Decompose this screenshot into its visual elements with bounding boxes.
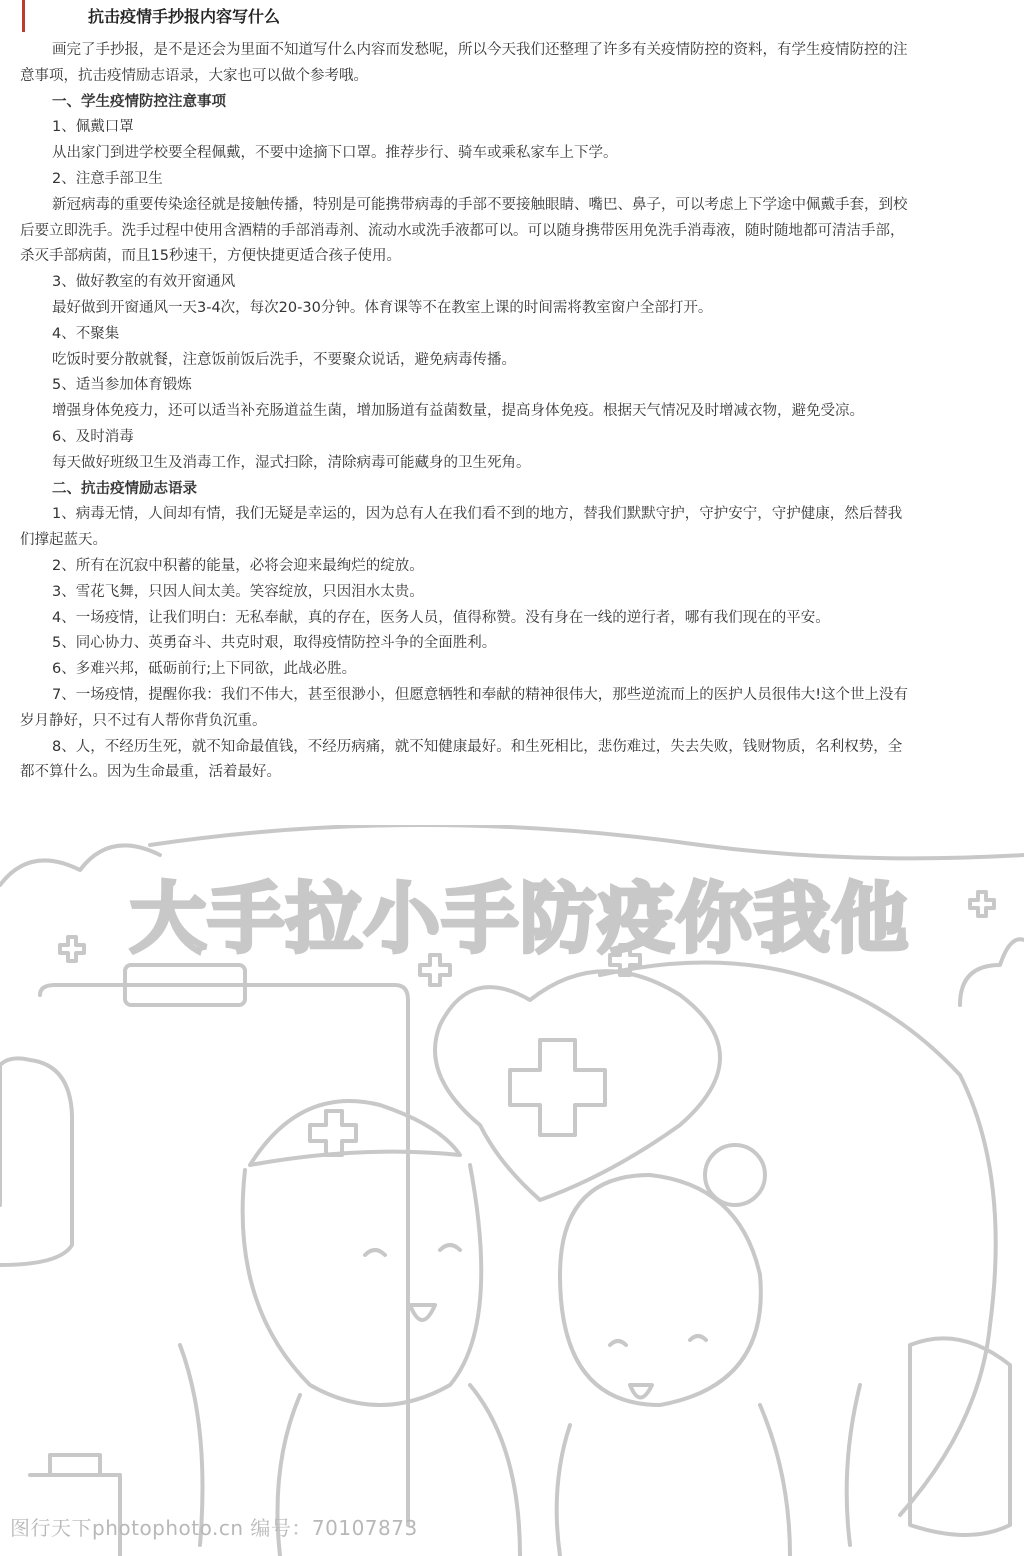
item-text: 吃饭时要分散就餐，注意饭前饭后洗手，不要聚众说话，避免病毒传播。 — [52, 351, 516, 368]
quote-item: 7、一场疫情，提醒你我：我们不伟大，甚至很渺小，但愿意牺牲和奉献的精神很伟大，那些逆流而上的医护人员很伟大!这个世上没有岁月静好，只不过有人帮你背负沉重。 — [20, 686, 909, 729]
item-text: 最好做到开窗通风一天3-4次，每次20-30分钟。体育课等不在教室上课的时间需将教室窗户全部打开。 — [52, 299, 713, 316]
child-body — [557, 1405, 790, 1556]
section2-heading: 二、抗击疫情励志语录 — [52, 480, 197, 497]
cloud-border-top — [150, 825, 1024, 858]
item-label: 2、注意手部卫生 — [52, 170, 163, 187]
title-accent-bar — [22, 0, 25, 32]
child-mouth — [630, 1385, 652, 1398]
item-text: 增强身体免疫力，还可以适当补充肠道益生菌，增加肠道有益菌数量，提高身体免疫。根据天气情况及时增减衣物，避免受凉。 — [52, 403, 864, 420]
small-cross — [970, 892, 994, 916]
quote-item: 3、雪花飞舞，只因人间太美。笑容绽放，只因泪水太贵。 — [52, 583, 424, 600]
nurse-eyes — [365, 1245, 460, 1255]
item-label: 5、适当参加体育锻炼 — [52, 377, 192, 394]
article-title: 抗击疫情手抄报内容写什么 — [88, 7, 281, 26]
spray-bottle-left — [0, 1058, 72, 1265]
spray-bottle-right — [910, 1338, 1010, 1535]
child-head — [560, 1175, 761, 1405]
bubble-outline — [600, 963, 996, 1516]
item-text: 每天做好班级卫生及消毒工作，湿式扫除，清除病毒可能藏身的卫生死角。 — [52, 454, 531, 471]
nurse-mouth — [410, 1305, 435, 1320]
banner-text: 大手拉小手防疫你我他 — [130, 874, 910, 963]
nurse-cap-cross — [310, 1111, 356, 1155]
child-bun — [705, 1145, 765, 1205]
quote-item: 1、病毒无情，人间却有情，我们无疑是幸运的，因为总有人在我们看不到的地方，替我们默默守护，守护安宁，守护健康，然后替我们撑起蓝天。 — [20, 506, 903, 549]
handbill-illustration — [0, 825, 1024, 1556]
watermark: 图行天下photophoto.cn 编号：70107873 — [10, 1516, 418, 1540]
child-eyes — [610, 1336, 706, 1345]
clipboard-outline — [40, 985, 408, 1525]
item-label: 4、不聚集 — [52, 325, 120, 342]
item-label: 1、佩戴口罩 — [52, 119, 134, 136]
quote-item: 8、人，不经历生死，就不知命最值钱，不经历病痛，就不知健康最好。和生死相比，悲伤难过，失去失败，钱财物质，名利权势，全都不算什么。因为生命最重，活着最好。 — [20, 738, 903, 781]
item-text: 新冠病毒的重要传染途径就是接触传播，特别是可能携带病毒的手部不要接触眼睛、嘴巴、鼻子，可以考虑上下学途中佩戴手套，到校后要立即洗手。洗手过程中使用含酒精的手部消毒剂、流动水或洗手液都可以。可以随身携带医用免洗手消毒液，随时随地都可清洁手部，杀灭手部病菌，而且15秒速干，方便快捷更适合孩子使用。 — [20, 196, 908, 265]
quote-item: 4、一场疫情，让我们明白：无私奉献，真的存在，医务人员，值得称赞。没有身在一线的逆行者，哪有我们现在的平安。 — [52, 609, 830, 626]
article-body — [20, 38, 915, 786]
leaf-branch-right — [847, 1385, 860, 1545]
cloud-right — [960, 939, 1024, 1005]
quote-item: 2、所有在沉寂中积蓄的能量，必将会迎来最绚烂的绽放。 — [52, 557, 424, 574]
intro-paragraph: 画完了手抄报，是不是还会为里面不知道写什么内容而发愁呢，所以今天我们还整理了许多有关疫情防控的资料，有学生疫情防控的注意事项，抗击疫情励志语录，大家也可以做个参考哦。 — [20, 42, 908, 84]
heart-outline — [435, 971, 720, 1200]
item-label: 3、做好教室的有效开窗通风 — [52, 274, 236, 291]
item-label: 6、及时消毒 — [52, 428, 134, 445]
section1-heading: 一、学生疫情防控注意事项 — [52, 93, 226, 110]
nurse-head — [243, 1165, 482, 1405]
quote-item: 5、同心协力、英勇奋斗、共克时艰，取得疫情防控斗争的全面胜利。 — [52, 635, 497, 652]
small-cross — [60, 937, 84, 961]
quote-item: 6、多难兴邦，砥砺前行;上下同欲，此战必胜。 — [52, 661, 357, 678]
heart-cross — [510, 1040, 605, 1135]
item-text: 从出家门到进学校要全程佩戴，不要中途摘下口罩。推荐步行、骑车或乘私家车上下学。 — [52, 145, 618, 162]
